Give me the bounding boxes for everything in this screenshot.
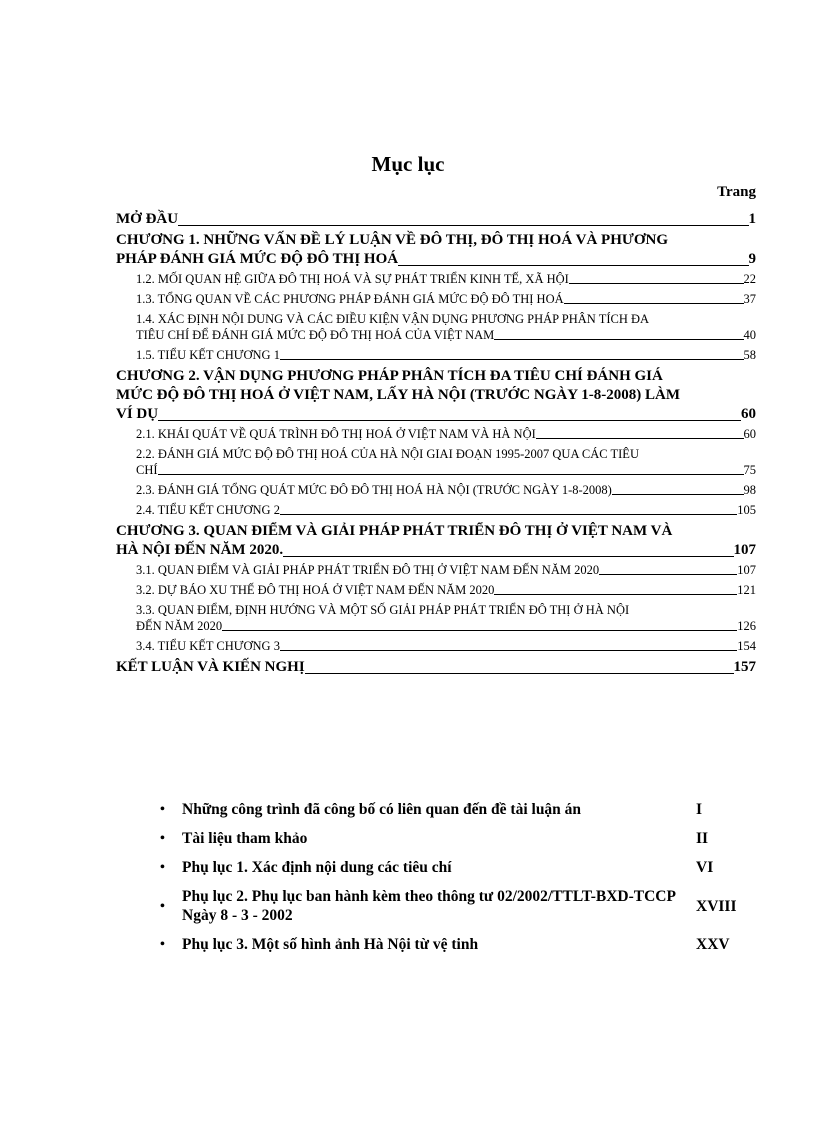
dot-leader <box>536 438 744 439</box>
page-title: Mục lục <box>371 152 445 176</box>
toc-entry-page: 60 <box>743 427 756 441</box>
toc-entry-page: 58 <box>743 348 756 362</box>
dot-leader <box>280 514 737 515</box>
appendix-item-label: Phụ lục 2. Phụ lục ban hành kèm theo thông tư 02/2002/TTLT-BXD-TCCP Ngày 8 - 3 - 2002 <box>182 888 676 924</box>
toc-entry-2-3[interactable] <box>116 482 756 498</box>
toc-entry-1-5[interactable] <box>116 347 756 363</box>
toc-entry-label: VÍ DỤ <box>116 406 159 422</box>
toc-entry-label: 2.2. ĐÁNH GIÁ MỨC ĐỘ ĐÔ THỊ HOÁ CỦA HÀ NỘI GIAI ĐOẠN 1995-2007 QUA CÁC TIÊU <box>136 447 639 461</box>
toc-entry-label: 2.4. TIỂU KẾT CHƯƠNG 2 <box>136 503 280 517</box>
toc-entry-chuong-1[interactable] <box>116 231 756 269</box>
toc-entry-chuong-2[interactable] <box>116 367 756 424</box>
appendix-item[interactable] <box>160 935 760 954</box>
toc-entry-label: 2.3. ĐÁNH GIÁ TỔNG QUÁT MỨC ĐÔ ĐÔ THỊ HOÁ HÀ NỘI (TRƯỚC NGÀY 1-8-2008) <box>136 483 612 497</box>
toc-entry-label: MỞ ĐẦU <box>116 211 179 227</box>
toc-entry-page: 60 <box>741 406 756 422</box>
toc-entry-label: 3.3. QUAN ĐIỂM, ĐỊNH HƯỚNG VÀ MỘT SỐ GIẢI PHÁP PHÁT TRIỂN ĐÔ THỊ Ở HÀ NỘI <box>136 603 630 617</box>
toc-entry-page: 154 <box>737 639 756 653</box>
appendix-item[interactable] <box>160 800 760 819</box>
table-of-contents <box>116 208 756 678</box>
toc-entry-2-1[interactable] <box>116 426 756 442</box>
toc-entry-page: 22 <box>743 272 756 286</box>
toc-entry-mo-dau[interactable] <box>116 210 756 229</box>
appendix-item-page: VI <box>696 859 714 876</box>
dot-leader <box>222 630 737 631</box>
toc-entry-label: HÀ NỘI ĐẾN NĂM 2020. <box>116 542 284 558</box>
toc-entry-label: KẾT LUẬN VÀ KIẾN NGHỊ <box>116 659 305 675</box>
appendix-item-page: I <box>696 801 703 818</box>
dot-leader <box>305 673 734 674</box>
toc-entry-label: PHÁP ĐÁNH GIÁ MỨC ĐỘ ĐÔ THỊ HOÁ <box>116 251 399 267</box>
appendix-item[interactable] <box>160 829 760 848</box>
toc-entry-label: CHƯƠNG 3. QUAN ĐIỂM VÀ GIẢI PHÁP PHÁT TRIỂN ĐÔ THỊ Ở VIỆT NAM VÀ <box>116 523 673 539</box>
toc-entry-label: 3.4. TIỂU KẾT CHƯƠNG 3 <box>136 639 280 653</box>
toc-entry-2-4[interactable] <box>116 502 756 518</box>
dot-leader <box>283 556 733 557</box>
dot-leader <box>280 359 744 360</box>
toc-entry-label: 2.1. KHÁI QUÁT VỀ QUÁ TRÌNH ĐÔ THỊ HOÁ Ở VIỆT NAM VÀ HÀ NỘI <box>136 427 536 441</box>
toc-entry-page: 126 <box>737 619 756 633</box>
dot-leader <box>178 225 748 226</box>
toc-entry-label: TIÊU CHÍ ĐỂ ĐÁNH GIÁ MỨC ĐỘ ĐÔ THỊ HOÁ CỦA VIỆT NAM <box>136 328 495 342</box>
toc-entry-page: 75 <box>743 463 756 477</box>
toc-entry-page: 9 <box>748 251 756 267</box>
toc-entry-label: 1.4. XÁC ĐỊNH NỘI DUNG VÀ CÁC ĐIỀU KIỆN VẬN DỤNG PHƯƠNG PHÁP PHÂN TÍCH ĐA <box>136 312 650 326</box>
appendix-item-page: II <box>696 830 709 847</box>
appendix-list <box>160 800 760 964</box>
dot-leader <box>599 574 737 575</box>
toc-entry-page: 121 <box>737 583 756 597</box>
toc-entry-label: 1.5. TIỂU KẾT CHƯƠNG 1 <box>136 348 280 362</box>
toc-entry-3-4[interactable] <box>116 638 756 654</box>
dot-leader <box>564 303 744 304</box>
bullet-icon: • <box>160 831 165 846</box>
toc-entry-1-3[interactable] <box>116 291 756 307</box>
toc-entry-label: CHƯƠNG 2. VẬN DỤNG PHƯƠNG PHÁP PHÂN TÍCH ĐA TIÊU CHÍ ĐÁNH GIÁ <box>116 368 663 384</box>
dot-leader <box>158 474 744 475</box>
appendix-item-label: Phụ lục 1. Xác định nội dung các tiêu chí <box>182 859 452 876</box>
toc-entry-page: 37 <box>743 292 756 306</box>
dot-leader <box>612 494 744 495</box>
bullet-icon: • <box>160 860 165 875</box>
bullet-icon: • <box>160 898 165 914</box>
toc-entry-page: 105 <box>737 503 756 517</box>
toc-entry-page: 157 <box>733 659 756 675</box>
appendix-item-label: Tài liệu tham khảo <box>182 830 308 847</box>
dot-leader <box>569 283 744 284</box>
toc-entry-page: 107 <box>737 563 756 577</box>
toc-entry-label: CHƯƠNG 1. NHỮNG VẤN ĐỀ LÝ LUẬN VỀ ĐÔ THỊ, ĐÔ THỊ HOÁ VÀ PHƯƠNG <box>116 232 668 248</box>
dot-leader <box>280 650 737 651</box>
toc-entry-3-2[interactable] <box>116 582 756 598</box>
toc-entry-page: 1 <box>748 211 756 227</box>
appendix-item-page: XXV <box>696 936 730 953</box>
toc-entry-label: 3.1. QUAN ĐIỂM VÀ GIẢI PHÁP PHÁT TRIỂN ĐÔ THỊ Ở VIỆT NAM ĐẾN NĂM 2020 <box>136 563 600 577</box>
appendix-item[interactable] <box>160 858 760 877</box>
dot-leader <box>494 594 737 595</box>
toc-entry-1-4[interactable] <box>116 311 756 343</box>
dot-leader <box>158 420 741 421</box>
toc-entry-label: ĐẾN NĂM 2020 <box>136 619 223 633</box>
toc-entry-3-3[interactable] <box>116 602 756 634</box>
appendix-item[interactable] <box>160 887 760 925</box>
appendix-item-page: XVIII <box>696 897 737 915</box>
toc-entry-2-2[interactable] <box>116 446 756 478</box>
toc-entry-1-2[interactable] <box>116 271 756 287</box>
toc-entry-page: 40 <box>743 328 756 342</box>
toc-entry-label: 3.2. DỰ BÁO XU THẾ ĐÔ THỊ HOÁ Ở VIỆT NAM ĐẾN NĂM 2020 <box>136 583 495 597</box>
toc-entry-chuong-3[interactable] <box>116 522 756 560</box>
toc-entry-label: MỨC ĐỘ ĐÔ THỊ HOÁ Ở VIỆT NAM, LẤY HÀ NỘI (TRƯỚC NGÀY 1-8-2008) LÀM <box>116 387 681 403</box>
toc-entry-label: CHÍ <box>136 463 158 477</box>
dot-leader <box>494 339 743 340</box>
toc-entry-label: 1.3. TỔNG QUAN VỀ CÁC PHƯƠNG PHÁP ĐÁNH GIÁ MỨC ĐỘ ĐÔ THỊ HOÁ <box>136 292 564 306</box>
bullet-icon: • <box>160 802 165 817</box>
appendix-item-label: Phụ lục 3. Một số hình ảnh Hà Nội từ vệ tinh <box>182 936 479 953</box>
toc-entry-label: 1.2. MỐI QUAN HỆ GIỮA ĐÔ THỊ HOÁ VÀ SỰ PHÁT TRIỂN KINH TẾ, XÃ HỘI <box>136 272 569 286</box>
toc-entry-ket-luan[interactable] <box>116 658 756 677</box>
bullet-icon: • <box>160 937 165 952</box>
page-column-header: Trang <box>717 184 756 200</box>
appendix-item-label: Những công trình đã công bố có liên quan đến đề tài luận án <box>182 801 582 818</box>
toc-entry-3-1[interactable] <box>116 562 756 578</box>
dot-leader <box>398 265 748 266</box>
toc-entry-page: 107 <box>733 542 756 558</box>
toc-entry-page: 98 <box>743 483 756 497</box>
